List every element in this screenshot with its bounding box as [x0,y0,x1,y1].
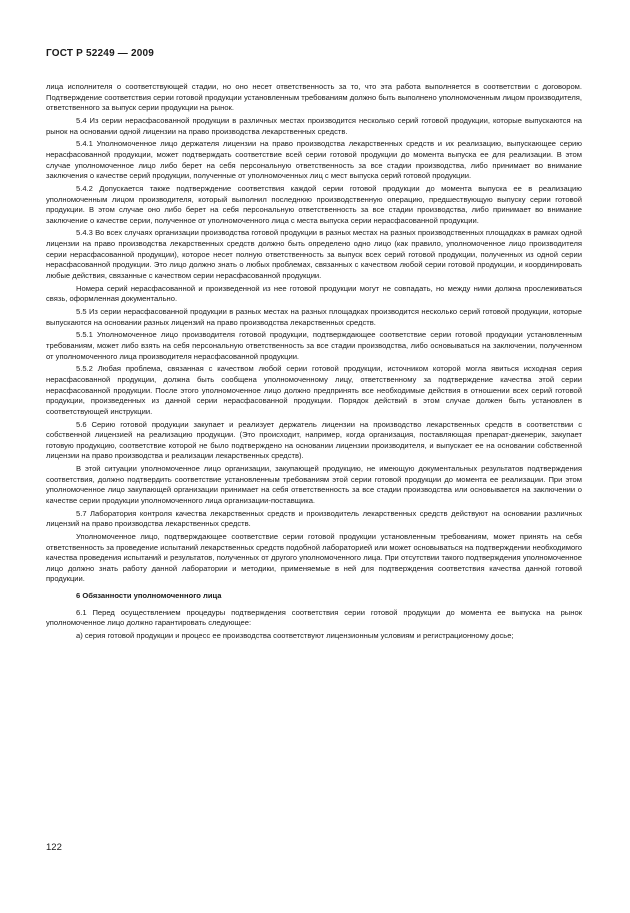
paragraph-5-4-2: 5.4.2 Допускается также подтверждение соответствия каждой серии готовой продукции до момента выпуска ее в реализацию уполномоченным лицом производителя, который выполнил последнюю производственную операцию, предшествующую выпуску серии готовой продукции. В этом случае оно либо берет на себя персональную ответственность за все стадии производства, либо принимает во внимание заключение о качестве серии, полученное от уполномоченного лица с места выпуска серии нерасфасованной продукции. [46,183,582,225]
paragraph-5-6: 5.6 Серию готовой продукции закупает и реализует держатель лицензии на производство лекарственных средств в соответствии с собственной лицензией на реализацию продукции. (Это происходит, например, когда организация, поставляющая препарат-дженерик, закупает готовую продукцию, соответствие которой не было подтверждено на основании лицензии производителя, и выпускает ее на основании собственной лицензии на право производства и реализации лекарственных средств). [46,419,582,461]
paragraph-batch-numbers: Номера серий нерасфасованной и произведенной из нее готовой продукции могут не совпадать, но между ними должна прослеживаться связь, оформленная документально. [46,283,582,304]
paragraph-5-5: 5.5 Из серии нерасфасованной продукции в разных местах на разных площадках производится несколько серий готовой продукции, которые выпускаются на основании разных лицензий на право производства лекарственных средств. [46,307,582,327]
page-number: 122 [46,842,62,853]
paragraph-5-6-situation: В этой ситуации уполномоченное лицо организации, закупающей продукцию, не имеющую документальных результатов подтверждения соответствия, должно подтвердить соответствие установленным требованиям этой серии готовой продукции до момента ее реализации. При этом уполномоченное лицо закупающей организации принимает на себя ответственность за все стадии производства или основывается на заключении о качестве серии продукции уполномоченного лица организации-поставщика. [46,464,582,505]
paragraph-5-7: 5.7 Лаборатория контроля качества лекарственных средств и производитель лекарственных средств действуют на основании различных лицензий на право производства лекарственных средств. [46,508,582,529]
paragraph-5-5-1: 5.5.1 Уполномоченное лицо производителя готовой продукции, подтверждающее соответствие серии готовой продукции установленным требованиям, может либо взять на себя персональную ответственность за все стадии производства, либо основываться на заключении, полученном от уполномоченного лица производителя нерасфасованной продукции. [46,330,582,361]
paragraph-5-4: 5.4 Из серии нерасфасованной продукции в различных местах производится несколько серий готовой продукции, которые выпускаются на рынок на основании одной лицензии на право производства лекарственных средств. [46,115,582,136]
paragraph-5-4-1: 5.4.1 Уполномоченное лицо держателя лицензии на право производства лекарственных средств и их реализацию, выпускающее серию нерасфасованной продукции, может подтверждать соответствие всей серии готовой продукции до момента выпуска ее для реализации. В этом случае уполномоченное лицо либо берет на себя персональную ответственность за все стадии производства, либо принимает во внимание заключения о качестве серий продукции, полученные от уполномоченных лиц с мест выпуска серий готовой продукции. [46,139,582,181]
list-item-a: а) серия готовой продукции и процесс ее производства соответствуют лицензионным условиям и регистрационному досье; [76,630,514,640]
paragraph-5-4-3: 5.4.3 Во всех случаях организации производства готовой продукции в разных местах на разных производственных площадках в рамках одной лицензии на право производства лекарственных средств должно быть определено одно лицо (как правило, уполномоченное лицо производителя серии нерасфасованной продукции), которое несет полную ответственность за выпуск всех серий готовой продукции, полученных из одной серии нерасфасованной продукции. Это лицо должно знать о любых проблемах, связанных с качеством любой серии готовой продукции, и координировать любые действия, связанные с качеством серии нерасфасованной продукции. [46,228,582,280]
paragraph-continuation: лица исполнителя о соответствующей стадии, но оно несет ответственность за то, что эта работа выполняется в соответствии с договором. Подтверждение соответствия серии готовой продукции установленным требованиям должно быть выполнено уполномоченным лицом производителя, ответственного за выпуск серии продукции на рынок. [46,82,582,113]
paragraph-6-1: 6.1 Перед осуществлением процедуры подтверждения соответствия серии готовой продукции до момента ее выпуска на рынок уполномоченное лицо должно гарантировать следующее: [46,607,582,628]
paragraph-5-7-qualified-person: Уполномоченное лицо, подтверждающее соответствие серии готовой продукции установленным требованиям, может принять на себя ответственность за проведение испытаний лекарственных средств подобной лабораторией или может основываться на подтверждении необходимого качества проведения испытаний и результатов, полученных от другого уполномоченного лица. При отсутствии такого подтверждения уполномоченное лицо должно знать работу данной лаборатории и методики, применяемые в ней для подтверждения соответствия качества данной готовой продукции. [46,532,582,584]
paragraph-5-5-2: 5.5.2 Любая проблема, связанная с качеством любой серии готовой продукции, источником которой могла явиться исходная серия нерасфасованной продукции, должна быть сообщена уполномоченному лицу, ответственному за подтверждение качества этой серии нерасфасованной продукции. После этого уполномоченное лицо должно предпринять все необходимые действия в отношении всех серий готовой продукции, произведенных из данной серии нерасфасованной продукции. Порядок действий в этом случае должен быть установлен в соответствующей инструкции. [46,364,582,416]
document-header: ГОСТ Р 52249 — 2009 [46,48,155,59]
section-6-heading: 6 Обязанности уполномоченного лица [76,590,222,600]
document-body [46,82,582,644]
